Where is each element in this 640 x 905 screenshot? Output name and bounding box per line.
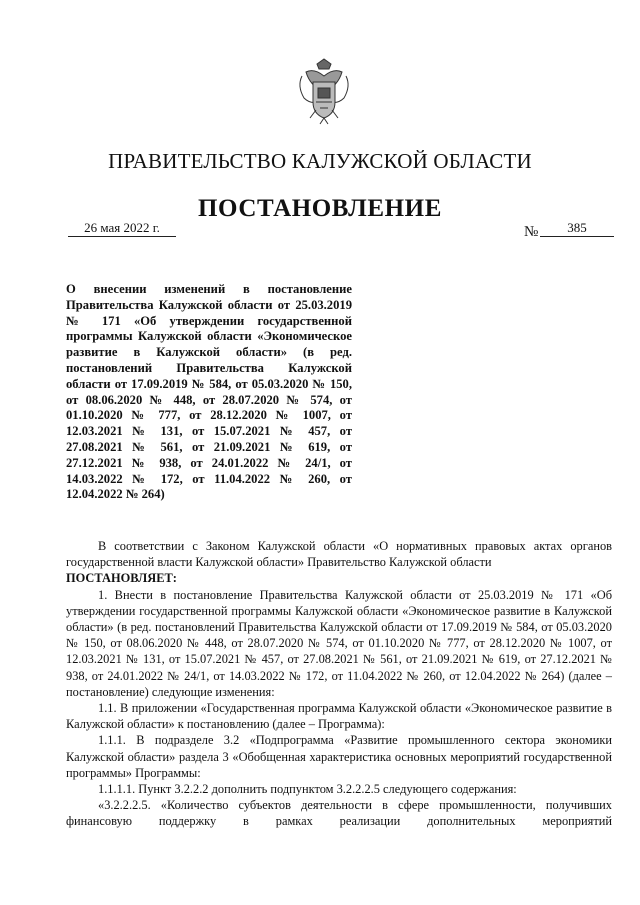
paragraph-1-1-1-1: 1.1.1.1. Пункт 3.2.2.2 дополнить подпунктом 3.2.2.2.5 следующего содержания: [98,782,517,797]
document-date: 26 мая 2022 г. [68,219,176,237]
document-body [66,538,612,830]
paragraph-1-1: 1.1. В приложении «Государственная программа Калужской области «Экономическое развитие в Калужской области» к постановлению (далее – Программа): [66,701,612,732]
coat-of-arms-icon [296,58,352,128]
number-label: № [524,224,539,240]
document-number: 385 [540,219,614,237]
document-subject [66,282,352,503]
preamble-paragraph: В соответствии с Законом Калужской области «О нормативных правовых актах органов государственной власти Калужской области» Правительство Калужской области [66,539,612,570]
paragraph-1-1-1: 1.1.1. В подразделе 3.2 «Подпрограмма «Развитие промышленного сектора экономики Калужской области» раздела 3 «Обобщенная характеристика основных мероприятий государственной программы» Программы: [66,733,612,780]
document-type-title: ПОСТАНОВЛЕНИЕ [197,195,443,222]
paragraph-quote: «3.2.2.2.5. «Количество субъектов деятельности в сфере промышленности, получивших финансовую поддержку в рамках реализации дополнительных мероприятий [66,798,612,829]
decree-word: ПОСТАНОВЛЯЕТ: [66,571,177,586]
paragraph-1: 1. Внести в постановление Правительства Калужской области от 25.03.2019 № 171 «Об утверждении государственной программы Калужской области «Экономическое развитие в Калужской области» (в ред. постановлений Правительства Калужской области от 17.09.2019 № 584, от 05.03.2020 № 150, от 08.06.2020 № 448, от 28.07.2020 № 574, от 01.10.2020 № 777, от 28.12.2020 № 1007, от 12.03.2021 № 131, от 15.07.2021 № 457, от 27.08.2021 № 561, от 21.09.2021 № 619, от 27.12.2021 № 938, от 24.01.2022 № 24/1, от 14.03.2022 № 172, от 11.04.2022 № 260, от 12.04.2022 № 264) (далее – постановление) следующие изменения: [66,587,612,699]
government-name: ПРАВИТЕЛЬСТВО КАЛУЖСКОЙ ОБЛАСТИ [108,149,532,173]
subject-text: О внесении изменений в постановление Правительства Калужской области от 25.03.2019 № 171 «Об утверждении государственной программы Калужской области «Экономическое развитие в Калужской области» (в ред. постановлений Правительства Калужской области от 17.09.2019 № 584, от 05.03.2020 № 150, от 08.06.2020 № 448, от 28.07.2020 № 574, от 01.10.2020 № 777, от 28.12.2020 № 1007, от 12.03.2021 № 131, от 15.07.2021 № 457, от 27.08.2021 № 561, от 21.09.2021 № 619, от 27.12.2021 № 938, от 24.01.2022 № 24/1, от 14.03.2022 № 172, от 11.04.2022 № 260, от 12.04.2022 № 264) [66,282,352,502]
